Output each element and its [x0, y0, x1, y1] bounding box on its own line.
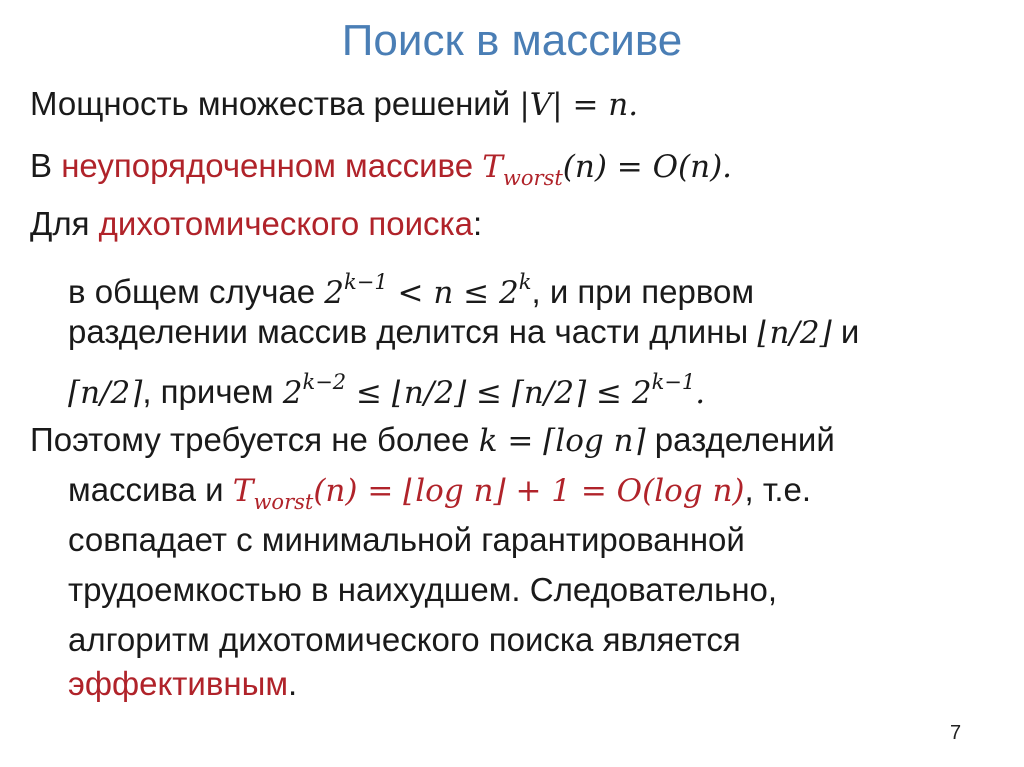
math-superscript: k−1 [651, 370, 696, 394]
line-array-and-t [68, 470, 811, 522]
math-formula: . [695, 375, 706, 411]
highlight-term: неупорядоченном массиве [61, 147, 474, 184]
slide-title: Поиск в массиве [341, 16, 683, 65]
text: : [473, 205, 483, 242]
math-formula: |V| = n. [519, 87, 639, 123]
math-superscript: k−1 [344, 270, 388, 294]
highlight-term: эффективным [68, 665, 289, 702]
line-general-case [68, 262, 754, 313]
math-formula: ≤ ⌊n/2⌋ ≤ ⌈n/2⌉ ≤ 2 [346, 375, 652, 411]
line-unordered-array [30, 146, 732, 198]
math-formula: k = ⌈log n⌉ [478, 423, 646, 459]
math-formula: < n ≤ 2 [387, 275, 519, 311]
page-number: 7 [950, 722, 962, 744]
line-power-of-solutions [30, 84, 638, 125]
text: , т.е. [744, 471, 812, 508]
text: массива и [68, 471, 233, 508]
highlight-term: дихотомического поиска [98, 205, 474, 242]
math-formula: 2 [282, 375, 303, 411]
text: , причем [142, 373, 283, 410]
text: Мощность множества решений [30, 85, 520, 122]
text: разделений [645, 421, 835, 458]
text: Поэтому требуется не более [30, 421, 479, 458]
line-efficient [68, 664, 297, 704]
math-t: T [232, 473, 254, 509]
math-t: T [482, 149, 503, 185]
math-formula: 2 [324, 275, 344, 311]
math-formula: (n) = O(n). [562, 149, 733, 185]
line-split-bounds [68, 362, 705, 413]
math-subscript: worst [502, 166, 563, 190]
line-coincides: совпадает с минимальной гарантированной [68, 521, 745, 558]
text: . [288, 665, 298, 702]
text: В [30, 147, 62, 184]
text: разделении массив делится на части длины [68, 313, 758, 350]
math-subscript: worst [253, 490, 314, 514]
math-superscript: k−2 [302, 370, 347, 394]
line-dichotomous-search [30, 204, 482, 244]
line-therefore [30, 420, 835, 461]
line-algorithm: алгоритм дихотомического поиска является [68, 621, 741, 658]
math-formula: ⌊n/2⌋ [757, 315, 832, 351]
text: и [831, 313, 860, 350]
math-superscript: k [518, 270, 532, 294]
text: в общем случае [68, 273, 325, 310]
line-first-split [68, 312, 859, 353]
text: Для [30, 205, 99, 242]
math-formula: (n) = ⌊log n⌋ + 1 = O(log n) [313, 473, 745, 509]
math-formula: ⌈n/2⌉ [68, 375, 143, 411]
line-complexity: трудоемкостью в наихудшем. Следовательно, [68, 571, 778, 608]
text: , и при первом [531, 273, 755, 310]
